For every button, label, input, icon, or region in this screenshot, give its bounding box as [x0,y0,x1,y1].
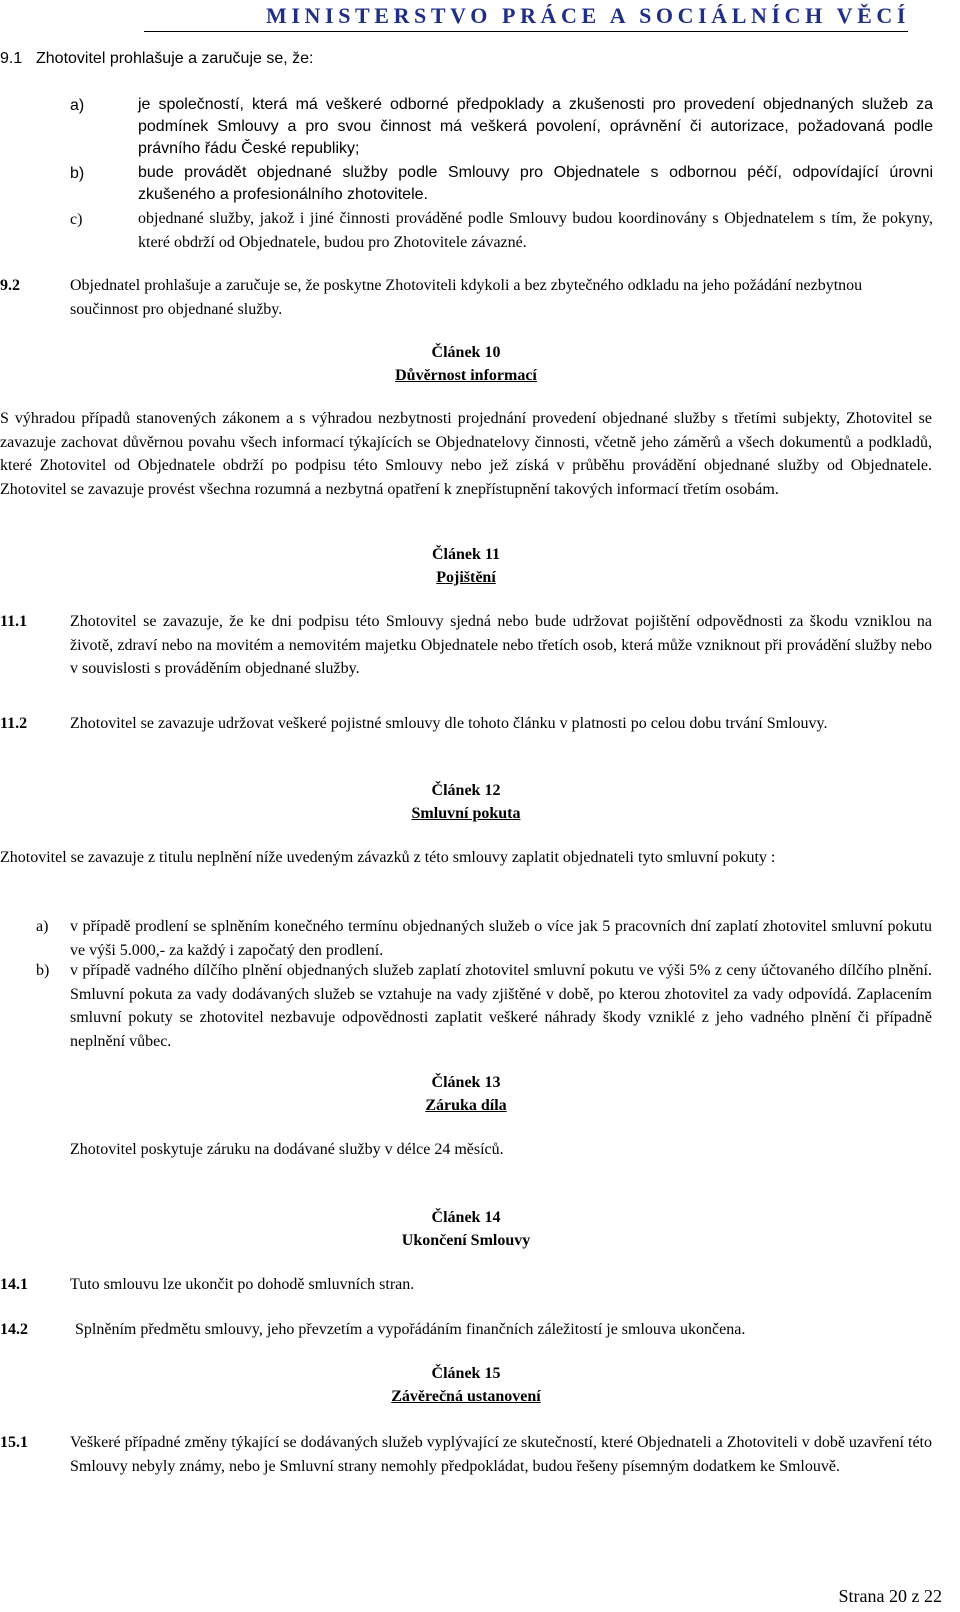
list-item-a: je společností, která má veškeré odborné předpoklady a zkušenosti pro provedení objednaných služeb za podmínek Smlouvy a pro svou činnost má veškerá povolení, oprávnění či autorizace, požadovaná podle právního řádu České republiky; [138,96,933,157]
section-number-11-2: 11.2 [0,715,28,732]
article-12-title: Článek 12 [431,782,501,799]
section-number-11-1: 11.1 [0,613,28,630]
article-14-subtitle: Ukončení Smlouvy [401,1232,531,1249]
article-15-subtitle: Závěrečná ustanovení [391,1388,541,1405]
section-9-2-text: Objednatel prohlašuje a zaručuje se, že poskytne Zhotoviteli kdykoli a bez zbytečného odkladu na jeho požádání nezbytnou součinnost pro objednané služby. [70,277,863,318]
page-number: Strana 20 z 22 [838,1586,942,1606]
section-number-14-2: 14.2 [0,1321,28,1338]
article-10-title: Článek 10 [431,344,501,361]
article-13-title: Článek 13 [431,1074,501,1091]
penalty-label-b: b) [36,962,50,979]
list-item-c: objednané služby, jakož i jiné činnosti prováděné podle Smlouvy budou koordinovány s Objednatelem s tím, že pokyny, které obdrží od Objednatele, budou pro Zhotovitele závazné. [138,210,933,251]
section-9-1-intro: Zhotovitel prohlašuje a zaručuje se, že: [36,50,314,67]
article-12-subtitle: Smluvní pokuta [411,805,521,822]
article-12-intro: Zhotovitel se zavazuje z titulu neplnění níže uvedeným závazků z této smlouvy zaplatit objednateli tyto smluvní pokuty : [0,849,776,866]
list-label-a: a) [70,97,85,114]
penalty-item-b: v případě vadného dílčího plnění objednaných služeb zaplatí zhotovitel smluvní pokutu ve výši 5% z ceny účtovaného dílčího plnění. Smluvní pokuta za vady dodávaných služeb se vztahuje na vady zjištěné v době, po kterou zhotovitel za vady odpovídá. Zaplacením smluvní pokuty se zhotovitel nezbavuje odpovědnosti zaplatit veškeré náhrady škody vzniklé z jeho vadného plnění či případně neplnění vůbec. [70,962,932,1050]
article-14-title: Článek 14 [431,1209,501,1226]
article-10-text: S výhradou případů stanovených zákonem a s výhradou nezbytnosti projednání provedení objednané služby s třetími subjekty, Zhotovitel se zavazuje zachovat důvěrnou povahu všech informací týkajících se Objednatelovy činnosti, včetně jeho záměrů a všech dokumentů a podkladů, které Zhotovitel od Objednatele obdrží po podpisu této Smlouvy nebo jež získá v průběhu provádění objednané služby od Objednatele. Zhotovitel se zavazuje provést všechna rozumná a nezbytná opatření k znepřístupnění takových informací třetím osobám. [0,410,932,498]
section-number-9-1: 9.1 [0,50,23,67]
article-10-subtitle: Důvěrnost informací [395,367,537,384]
list-label-b: b) [70,165,85,182]
section-number-15-1: 15.1 [0,1434,28,1451]
article-11-title: Článek 11 [431,546,500,563]
list-label-c: c) [70,211,83,228]
section-14-1-text: Tuto smlouvu lze ukončit po dohodě smluvních stran. [70,1276,415,1293]
section-number-9-2: 9.2 [0,277,20,294]
penalty-item-a: v případě prodlení se splněním konečného termínu objednaných služeb o více jak 5 pracovních dní zaplatí zhotovitel smluvní pokutu ve výši 5.000,- za každý i započatý den prodlení. [70,918,932,959]
section-15-1-text: Veškeré případné změny týkající se dodávaných služeb vyplývající ze skutečností, které Objednateli a Zhotoviteli v době uzavření této Smlouvy nebyly známy, nebo je Smluvní strany nemohly předpokládat, budou řešeny písemným dodatkem ke Smlouvě. [70,1434,932,1475]
penalty-label-a: a) [36,918,49,935]
article-15-title: Článek 15 [431,1365,501,1382]
article-13-text: Zhotovitel poskytuje záruku na dodávané služby v délce 24 měsíců. [70,1141,504,1158]
ministry-header: MINISTERSTVO PRÁCE A SOCIÁLNÍCH VĚCÍ [266,3,910,28]
section-14-2-text: Splněním předmětu smlouvy, jeho převzetím a vypořádáním finančních záležitostí je smlouva ukončena. [75,1321,746,1338]
article-11-subtitle: Pojištění [436,569,496,586]
list-item-b: bude provádět objednané služby podle Smlouvy pro Objednatele s odbornou péčí, odpovídající úrovni zkušeného a profesionálního zhotovitele. [138,164,933,203]
section-11-2-text: Zhotovitel se zavazuje udržovat veškeré pojistné smlouvy dle tohoto článku v platnosti po celou dobu trvání Smlouvy. [70,715,828,732]
article-13-subtitle: Záruka díla [425,1097,507,1114]
header-rule [144,31,908,32]
section-number-14-1: 14.1 [0,1276,28,1293]
section-11-1-text: Zhotovitel se zavazuje, že ke dni podpisu této Smlouvy sjedná nebo bude udržovat pojištění odpovědnosti za škodu vzniklou na životě, zdraví nebo na movitém a nemovitém majetku Objednatele nebo třetích osob, která může vzniknout při provádění služby nebo v souvislosti s prováděním objednané služby. [70,613,932,677]
